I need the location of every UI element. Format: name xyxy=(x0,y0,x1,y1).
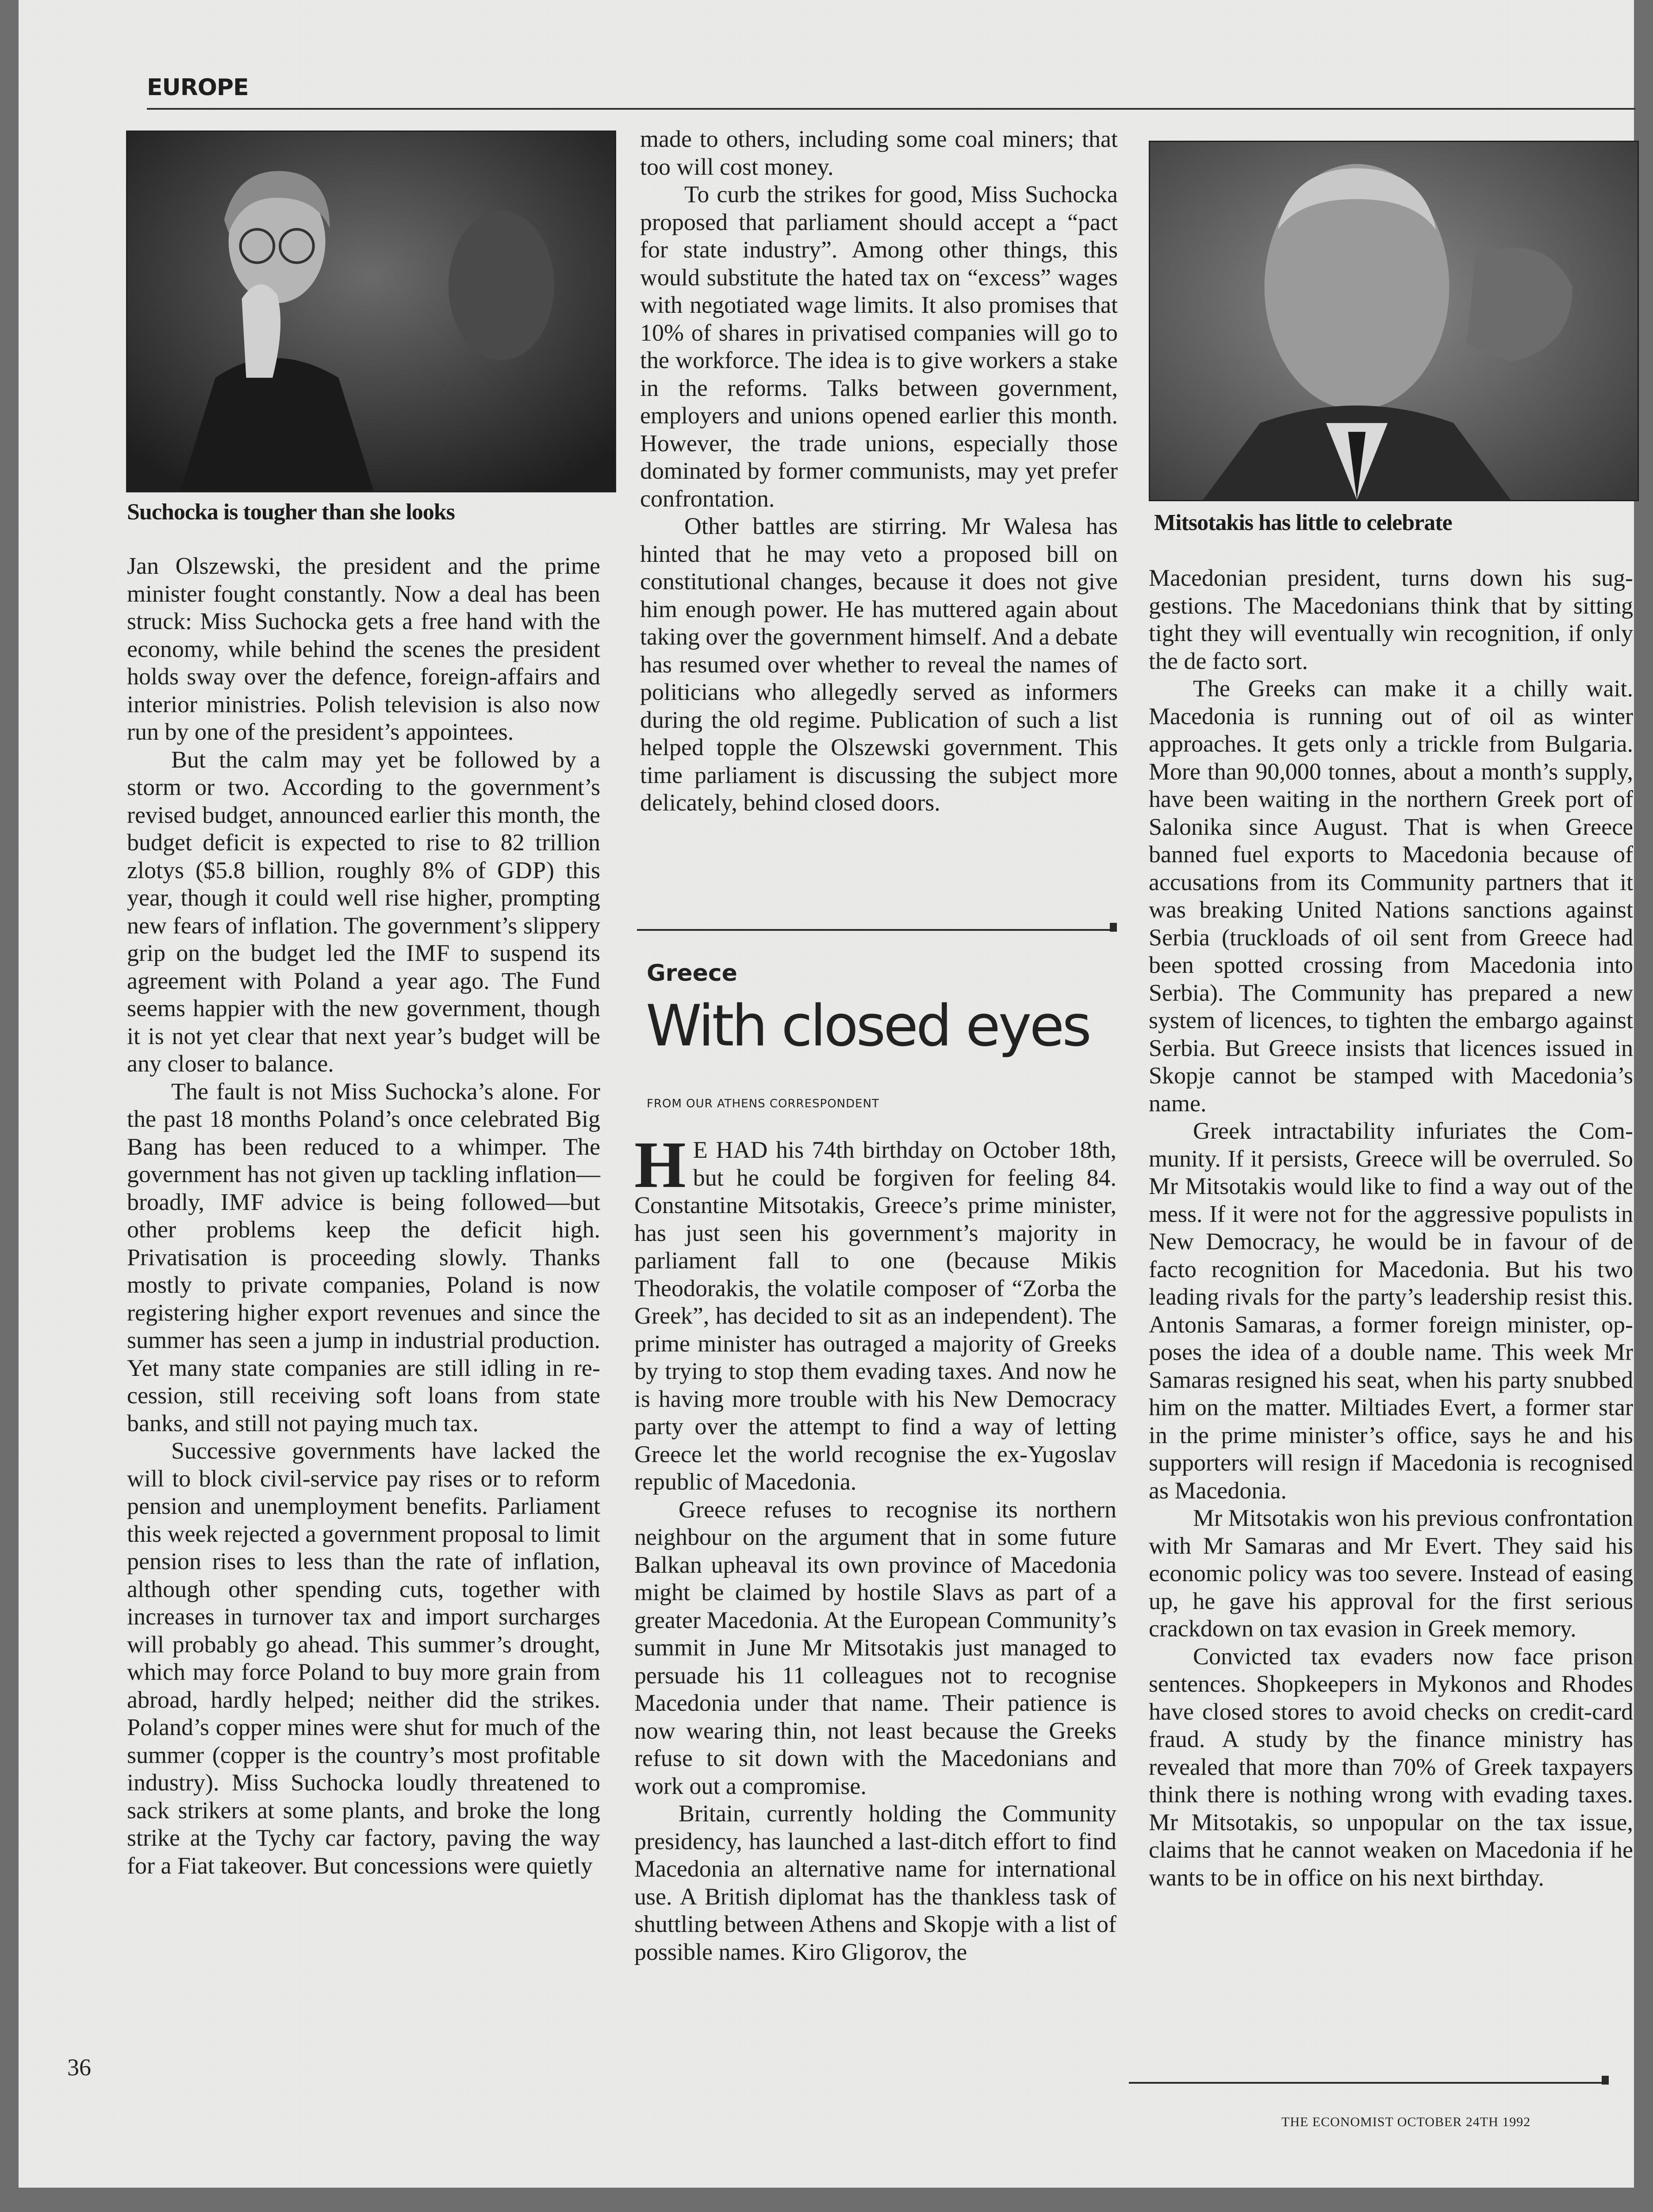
article-kicker: Greece xyxy=(647,960,737,987)
lead-text: E HAD his 74th birthday on October 18th, but he could be forgiven for feeling 84. Constantine Mitsotakis, Greece’s prime minister, has just seen his government’s majority in parliament fall to one (because Mikis Theodorakis, the volatile composer of “Zorba the Greek”, has decided to sit as an independent). The prime minister has outraged a majority of Greeks by trying to stop them evading taxes. And now he is having more trouble with his New Democracy party over the attempt to find a way of letting Greece let the world recognise the ex-Yugoslav republic of Macedonia. xyxy=(634,1137,1116,1495)
photo-mitsotakis xyxy=(1149,141,1639,501)
lead-paragraph xyxy=(634,1128,1116,1496)
column-middle-top xyxy=(640,125,1118,817)
paragraph: Jan Olszewski, the president and the prime minister fought constantly. Now a deal has been struck: Miss Suchocka gets a free hand with the economy, while behind the scenes the president holds sway over the defence, foreign-affairs and interior ministries. Polish television is also now run by one of the president’s appointees. xyxy=(127,553,600,745)
column-middle-greece xyxy=(634,1128,1116,1966)
portrait-man-icon xyxy=(1150,142,1638,500)
column-left xyxy=(127,552,600,1879)
caption-suchocka: Suchocka is tougher than she looks xyxy=(127,499,455,525)
paragraph: But the calm may yet be followed by a storm or two. According to the government’s revised budget, announced earlier this month, the budget deficit is expected to rise to 82 trillion zlotys ($5.8 billion, roughly 8% of GDP) this year, though it could well rise higher, prompting new fears of inflation. The government’s slippery grip on the budget led the IMF to suspend its agreement with Poland a year ago. The Fund seems happier with the new government, though it is not yet clear that next year’s budget will be any closer to balance. xyxy=(127,746,600,1077)
magazine-page xyxy=(19,0,1634,2188)
portrait-woman-icon xyxy=(127,132,615,491)
article-byline: FROM OUR ATHENS CORRESPONDENT xyxy=(647,1097,879,1110)
article-headline: With closed eyes xyxy=(646,993,1089,1059)
paragraph: Britain, currently holding the Community presidency, has launched a last-ditch effort to find Macedonia an alternative name for international use. A British diplomat has the thankless task of shuttling between Athens and Skopje with a list of possible names. Kiro Gligorov, the xyxy=(634,1800,1116,1965)
paragraph: Greek intractability infuriates the Community. If it persists, Greece will be overruled. So Mr Mitsotakis would like to find a way out of the mess. If it were not for the aggressive populists in New Democracy, he would be in favour of de facto recognition for Macedonia. But his two leading rivals for the party’s leadership resist this. Antonis Samaras, a former foreign minister, opposes the idea of a double name. This week Mr Samaras resigned his seat, when his party snubbed him on the matter. Miltiades Evert, a former star in the prime minister’s office, says he and his supporters will resign if Macedonia is recognised as Macedonia. xyxy=(1149,1118,1633,1504)
header-rule xyxy=(147,108,1635,110)
paragraph: The Greeks can make it a chilly wait. Macedonia is running out of oil as winter approaches. It gets only a trickle from Bulgaria. More than 90,000 tonnes, about a month’s supply, have been waiting in the northern Greek port of Salonika since August. That is when Greece banned fuel exports to Macedonia because of accusations from its Community partners that it was breaking United Nations sanctions against Serbia (truckloads of oil sent from Greece had been spotted crossing from Macedonia into Serbia). The Community has prepared a new system of licences, to tighten the embargo against Serbia. But Greece insists that licences issued in Skopje cannot be stamped with Macedonia’s name. xyxy=(1149,675,1633,1117)
publication-footer: THE ECONOMIST OCTOBER 24TH 1992 xyxy=(1281,2115,1531,2129)
page-number: 36 xyxy=(67,2054,91,2081)
column-right xyxy=(1149,564,1633,1891)
paragraph: Convicted tax evaders now face prison sentences. Shopkeepers in Mykonos and Rhodes have closed stores to avoid checks on credit-card fraud. A study by the finance ministry has revealed that more than 70% of Greek taxpayers think there is nothing wrong with evading taxes. Mr Mitsotakis, so unpopular on the tax issue, claims that he cannot weaken on Macedonia if he wants to be in office on his next birthday. xyxy=(1149,1643,1633,1891)
paragraph: Macedonian president, turns down his suggestions. The Macedonians think that by sitting tight they will eventually win recognition, if only the de facto sort. xyxy=(1149,565,1633,674)
section-label: EUROPE xyxy=(147,74,249,101)
article-end-rule xyxy=(1129,2082,1609,2084)
paragraph: made to others, including some coal miners; that too will cost money. xyxy=(640,126,1118,180)
small-caps-abbr: IMF xyxy=(406,940,450,966)
paragraph: The fault is not Miss Suchocka’s alone. For the past 18 months Poland’s once celebrated Big Bang has been reduced to a whimper. The government has not given up tackling inflation—broadly, IMF advice is being followed—but other problems keep the deficit high. Privatisation is proceeding slowly. Thanks mostly to private companies, Poland is now registering higher export revenues and since the summer has seen a jump in industrial production. Yet many state companies are still idling in recession, still receiving soft loans from state banks, and still not paying much tax. xyxy=(127,1078,600,1436)
article-end-rule xyxy=(637,929,1117,931)
dropcap: H xyxy=(634,1128,686,1202)
paragraph: Mr Mitsotakis won his previous confrontation with Mr Samaras and Mr Evert. They said his economic policy was too severe. Instead of easing up, he gave his approval for the first serious crackdown on tax evasion in Greek memory. xyxy=(1149,1505,1633,1642)
small-caps-abbr: GDP xyxy=(497,856,546,883)
paragraph: Other battles are stirring. Mr Walesa has hinted that he may veto a proposed bill on constitutional changes, because it does not give him enough power. He has muttered again about taking over the government himself. And a debate has resumed over whether to reveal the names of politicians who allegedly served as informers during the old regime. Publication of such a list helped topple the Olszewski government. This time parliament is discussing the subject more delicately, behind closed doors. xyxy=(640,513,1118,816)
small-caps-abbr: IMF xyxy=(220,1188,265,1215)
caption-mitsotakis: Mitsotakis has little to celebrate xyxy=(1154,510,1452,535)
paragraph: Greece refuses to recognise its northern neighbour on the argument that in some future Balkan upheaval its own province of Macedonia might be claimed by hostile Slavs as part of a greater Macedonia. At the European Community’s summit in June Mr Mitsotakis just managed to persuade his 11 colleagues not to recognise Macedonia under that name. Their patience is now wearing thin, not least because the Greeks refuse to sit down with the Macedonians and work out a compromise. xyxy=(634,1496,1116,1799)
photo-suchocka xyxy=(126,131,616,492)
paragraph: Successive governments have lacked the will to block civil-service pay rises or to reform pension and unemployment benefits. Parliament this week rejected a government proposal to limit pension rises to less than the rate of inflation, although other spending cuts, together with increases in turnover tax and import surcharges will probably go ahead. This summer’s drought, which may force Poland to buy more grain from abroad, hardly helped; neither did the strikes. Poland’s copper mines were shut for much of the summer (copper is the country’s most profitable industry). Miss Suchocka loudly threatened to sack strikers at some plants, and broke the long strike at the Tychy car factory, paving the way for a Fiat takeover. But concessions were quietly xyxy=(127,1437,600,1879)
paragraph: To curb the strikes for good, Miss Suchocka proposed that parliament should accept a “pact for state industry”. Among other things, this would substitute the hated tax on “excess” wages with negotiated wage limits. It also promises that 10% of shares in privatised companies will go to the workforce. The idea is to give workers a stake in the reforms. Talks between government, employers and unions opened earlier this month. However, the trade unions, especially those dominated by former communists, may yet prefer confrontation. xyxy=(640,181,1118,512)
